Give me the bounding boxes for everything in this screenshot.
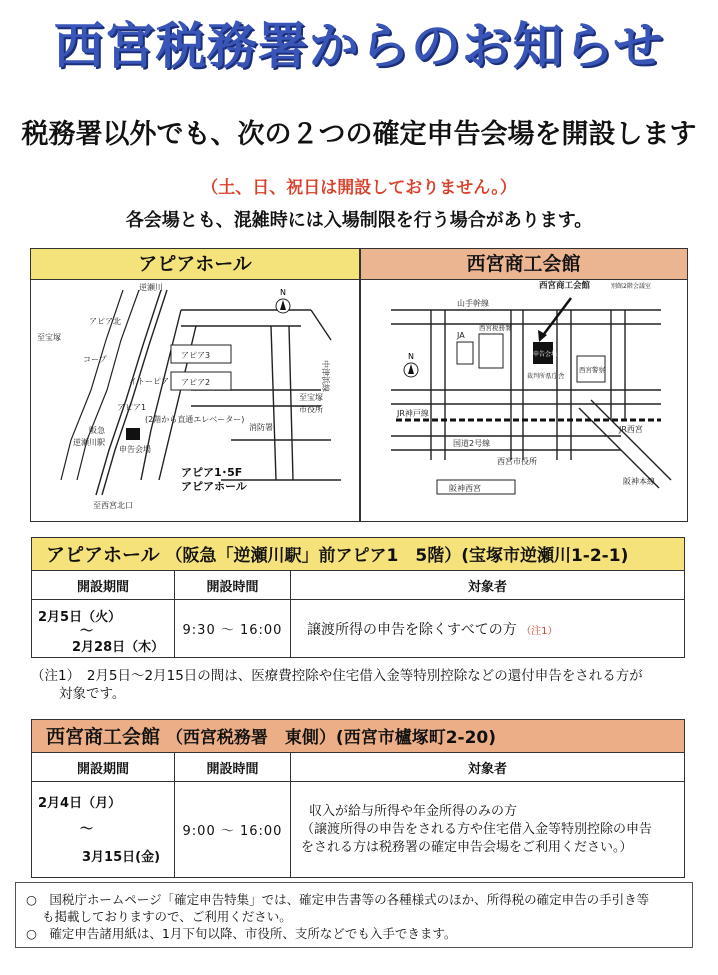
schedule-table-shokokaikan — [31, 752, 685, 878]
period-end: 3月15日(金) — [82, 850, 161, 865]
period-cell — [32, 600, 175, 658]
north-arrow-icon-right — [404, 352, 418, 377]
note-1-line1: （注1） 2月5日～2月15日の間は、医療費控除や住宅借入金等特別控除などの還付申告をされる方が — [31, 668, 643, 684]
label-venue-floor: アピア1･5F — [181, 466, 243, 479]
north-arrow-icon — [276, 288, 290, 313]
info-line-3: ○ 確定申告諸用紙は、1月下旬以降、市役所、支所などでも入手できます。 — [26, 926, 457, 941]
label-nishikita: 至西宮北口 — [93, 501, 133, 510]
hours-cell: 9:00 ～ 16:00 — [175, 782, 291, 878]
target-text: 譲渡所得の申告を除くすべての方 — [307, 621, 517, 638]
label-hanshin: 阪神本線 — [623, 477, 655, 486]
label-apia2: アピア2 — [181, 378, 211, 387]
label-nakatsu: 中津浜線 — [321, 360, 330, 392]
header-target: 対象者 — [291, 753, 685, 782]
label-apia1: アピア1 — [117, 403, 147, 412]
venue-bar-shokokaikan — [31, 719, 685, 753]
map-panel — [30, 248, 688, 522]
venue-bar-apia — [31, 537, 685, 571]
venue-name-shokokaikan: 西宮商工会館 — [46, 726, 161, 748]
venue-name-apia: アピアホール — [46, 544, 160, 566]
label-route2: 国道2号線 — [453, 439, 491, 448]
svg-text:N: N — [280, 288, 286, 297]
info-box — [15, 882, 693, 948]
label-hankyu: 阪急 — [89, 426, 105, 435]
header-hours: 開設時間 — [175, 753, 291, 782]
label-coop: コープ — [83, 355, 107, 364]
label-court: 裁判所 — [527, 373, 546, 380]
label-apia3: アピア3 — [181, 351, 211, 360]
venue-detail-shokokaikan: （西宮税務署 東側）(西宮市櫨塚町2-20) — [165, 728, 497, 748]
label-cityhall2: 市役所 — [299, 405, 323, 414]
label-city-office: 西宮市役所 — [497, 457, 537, 466]
header-period: 開設期間 — [32, 753, 175, 782]
target-line-1: 収入が給与所得や年金所得のみの方 — [309, 803, 518, 819]
target-line-2: （譲渡所得の申告をされる方や住宅借入金等特別控除の申告 — [301, 821, 653, 837]
label-fire: 消防署 — [249, 423, 273, 432]
info-line-2: も掲載しておりますので、ご利用ください。 — [42, 909, 292, 924]
label-venue: 申告会場 — [119, 445, 151, 454]
label-apia-kita: アピア北 — [89, 317, 121, 326]
label-elevator: (2階から直通エレベーター) — [145, 415, 245, 424]
entry-limit-notice: 各会場とも、混雑時には入場制限を行う場合があります。 — [125, 210, 593, 231]
info-line-1: ○ 国税庁ホームページ「確定申告特集」では、確定申告書等の各種様式のほか、所得税の確定申告の手引き等 — [26, 892, 650, 907]
map-shokokaikan — [361, 280, 687, 520]
svg-text:N: N — [408, 352, 414, 361]
note-1-line2: 対象です。 — [59, 686, 126, 702]
label-station: 逆瀬川駅 — [73, 438, 105, 447]
header-target: 対象者 — [291, 571, 685, 600]
target-cell — [291, 782, 685, 878]
label-tax-office: 西宮税務署 — [479, 324, 512, 332]
label-callout: 西宮商工会館 — [539, 281, 591, 291]
label-cityhall1: 至宝塚 — [299, 393, 323, 402]
page-subtitle: 税務署以外でも、次の２つの確定申告会場を開設します — [21, 119, 697, 150]
page-title: 西宮税務署からのお知らせ — [53, 17, 665, 75]
label-jr-line: JR神戸線 — [397, 409, 429, 418]
label-river: 逆瀬川 — [139, 283, 163, 292]
label-ja: JA — [457, 331, 465, 340]
label-jr-station: JR西宮 — [619, 425, 643, 434]
closed-notice: （土、日、祝日は開設しておりません。） — [201, 178, 517, 198]
target-line-3: をされる方は税務署の確定申告会場をご利用ください。） — [301, 839, 633, 855]
venue-detail-apia: （阪急「逆瀬川駅」前アピア1 5階）(宝塚市逆瀬川1-2-1) — [165, 546, 629, 566]
period-start: 2月4日（月） — [38, 796, 122, 811]
label-venue-hall: アピアホール — [181, 480, 247, 493]
label-yamate: 山手幹線 — [457, 299, 489, 308]
map-heading-shokokaikan: 西宮商工会館 — [360, 249, 687, 280]
label-hanshin-station: 阪神西宮 — [449, 484, 481, 493]
label-venue-right: 申告会場 — [533, 351, 558, 358]
label-pref: 県庁舎 — [545, 372, 565, 380]
period-sep: ～ — [80, 624, 94, 639]
header-period: 開設期間 — [32, 571, 175, 600]
label-police: 西宮警察 — [579, 366, 605, 374]
label-itopia: イトーピア — [129, 377, 169, 386]
target-note: （注1） — [521, 625, 558, 637]
period-end: 2月28日（木） — [72, 640, 165, 655]
label-callout-sub: 別館2階会議室 — [611, 283, 651, 290]
map-apia-hall — [31, 280, 359, 520]
map-heading-apia: アピアホール — [31, 249, 359, 280]
period-sep: ～ — [80, 822, 94, 837]
target-cell — [291, 600, 685, 658]
header-hours: 開設時間 — [175, 571, 291, 600]
period-cell — [32, 782, 175, 878]
venue-marker — [126, 428, 140, 440]
label-shitozuka: 至宝塚 — [37, 333, 61, 342]
hours-cell: 9:30 ～ 16:00 — [175, 600, 291, 658]
period-start: 2月5日（火） — [38, 610, 122, 625]
schedule-table-apia — [31, 570, 685, 658]
note-1 — [31, 667, 691, 703]
